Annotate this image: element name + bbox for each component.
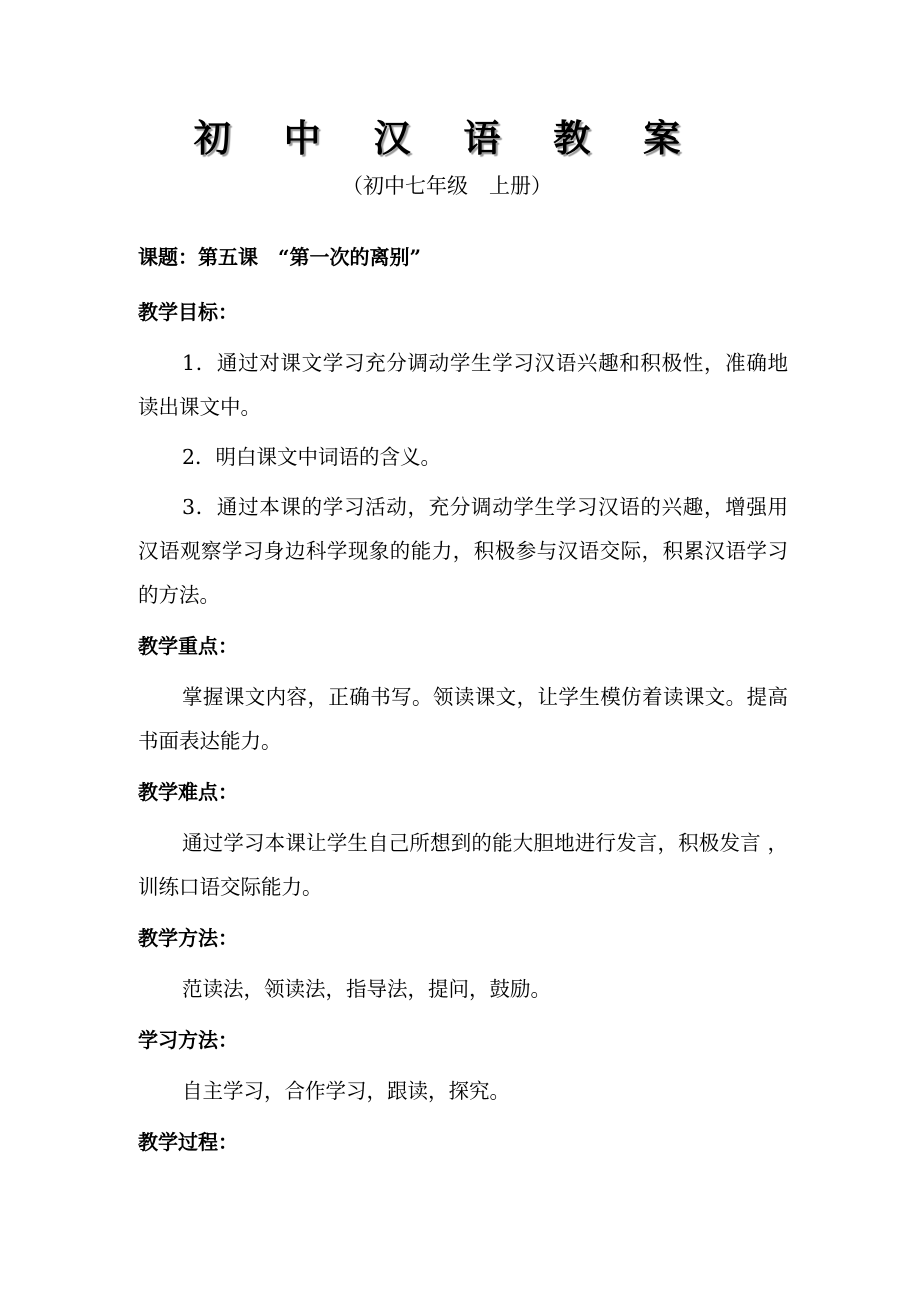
section-teaching-process [138,1123,788,1161]
paragraph: 2．明白课文中词语的含义。 [182,445,442,469]
document-body [138,238,788,1171]
section-heading: 教学重点： [138,634,238,658]
section-heading: 教学目标： [138,300,238,324]
section-heading: 教学难点： [138,780,238,804]
lesson-topic [138,238,788,276]
lesson-topic-value: 第五课 “第一次的离别” [198,245,422,269]
paragraph: 自主学习，合作学习，跟读，探究。 [182,1079,510,1103]
paragraph: 掌握课文内容，正确书写。领读课文，让学生模仿着读课文。提高书面表达能力。 [138,685,788,753]
section-learning-methods [138,1021,788,1113]
section-teaching-key-points [138,627,788,763]
section-heading: 教学过程： [138,1130,238,1154]
section-teaching-goals [138,293,788,617]
paragraph: 通过学习本课让学生自己所想到的能大胆地进行发言，积极发言 ，训练口语交际能力。 [138,831,788,899]
paragraph: 范读法，领读法，指导法，提问，鼓励。 [182,977,551,1001]
section-teaching-methods [138,919,788,1011]
document-title: 初 中 汉 语 教 案 [193,116,701,160]
paragraph: 3．通过本课的学习活动，充分调动学生学习汉语的兴趣，增强用汉语观察学习身边科学现象的能力，积极参与汉语交际，积累汉语学习的方法。 [138,495,788,607]
lesson-topic-label: 课题： [138,245,198,269]
paragraph: 1．通过对课文学习充分调动学生学习汉语兴趣和积极性，准确地读出课文中。 [138,351,788,419]
section-teaching-difficulties [138,773,788,909]
document-subtitle: （初中七年级 上册） [342,174,552,198]
section-heading: 学习方法： [138,1028,238,1052]
section-heading: 教学方法： [138,926,238,950]
